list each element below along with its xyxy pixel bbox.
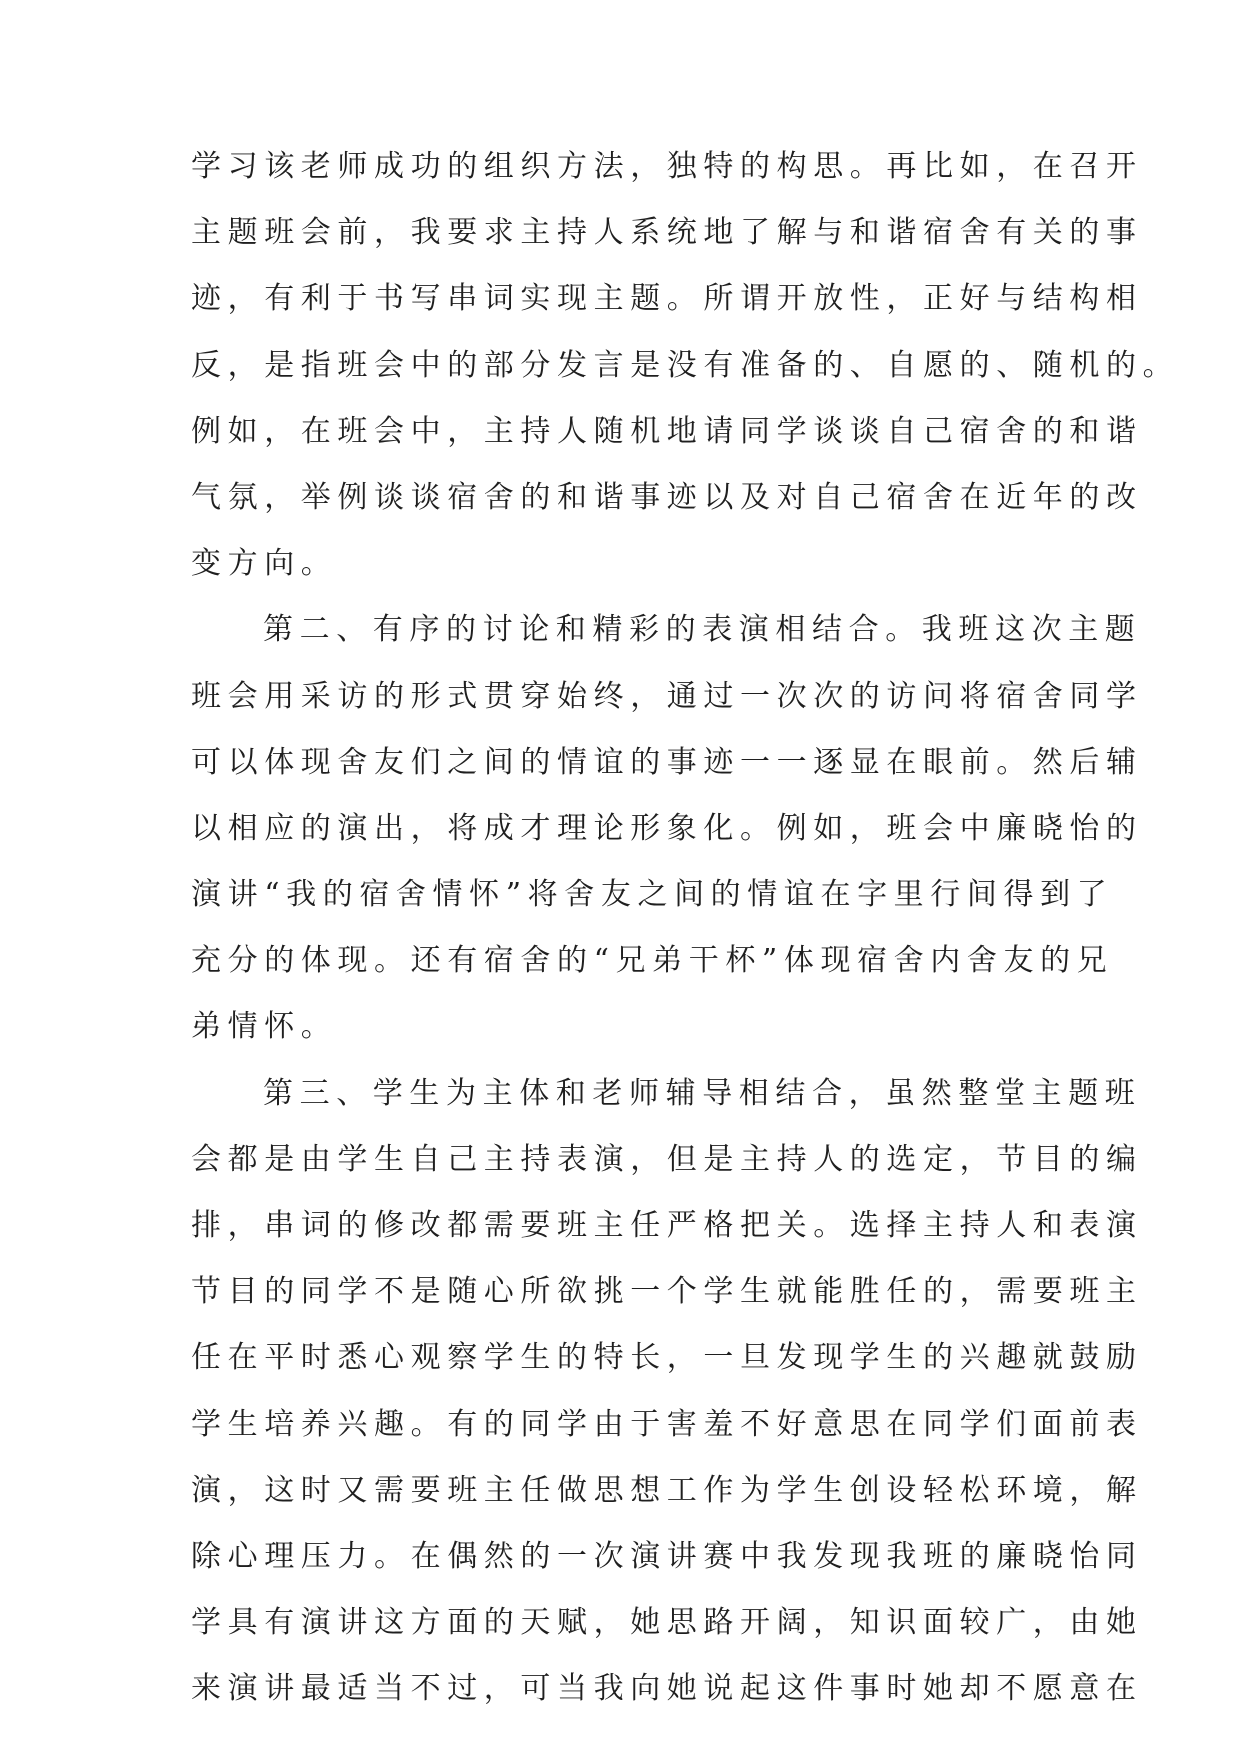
text-line: 学习该老师成功的组织方法，独特的构思。再比如，在召开 [191,149,1143,184]
text-line: 例如，在班会中，主持人随机地请同学谈谈自己宿舍的和谐 [191,413,1143,449]
text-line: 反，是指班会中的部分发言是没有准备的、自愿的、随机的。 [191,347,1180,383]
text-line: 会都是由学生自己主持表演，但是主持人的选定，节目的编 [191,1141,1143,1177]
body-text [191,134,1180,1723]
text-line: 气氛，举例谈谈宿舍的和谐事迹以及对自己宿舍在近年的改 [191,479,1143,515]
text-line: 排，串词的修改都需要班主任严格把关。选择主持人和表演 [191,1208,1143,1243]
text-line: 充分的体现。还有宿舍的“兄弟干杯”体现宿舍内舍友的兄 [191,943,1114,979]
text-line: 任在平时悉心观察学生的特长，一旦发现学生的兴趣就鼓励 [191,1340,1143,1376]
text-line: 迹，有利于书写串词实现主题。所谓开放性，正好与结构相 [191,281,1143,317]
paragraph-start-line: 第三、学生为主体和老师辅导相结合，虽然整堂主题班 [263,1075,1142,1111]
text-line: 班会用采访的形式贯穿始终，通过一次次的访问将宿舍同学 [191,678,1143,714]
text-line: 变方向。 [191,546,338,582]
text-line: 弟情怀。 [191,1009,338,1045]
text-line: 演讲“我的宿舍情怀”将舍友之间的情谊在字里行间得到了 [191,877,1114,913]
text-line: 演，这时又需要班主任做思想工作为学生创设轻松环境，解 [191,1472,1143,1508]
text-line: 可以体现舍友们之间的情谊的事迹一一逐显在眼前。然后辅 [191,744,1143,780]
text-line: 来演讲最适当不过，可当我向她说起这件事时她却不愿意在 [191,1671,1143,1707]
text-line: 主题班会前，我要求主持人系统地了解与和谐宿舍有关的事 [191,215,1143,251]
text-line: 节目的同学不是随心所欲挑一个学生就能胜任的，需要班主 [191,1274,1143,1310]
text-line: 学具有演讲这方面的天赋，她思路开阔，知识面较广，由她 [191,1605,1143,1641]
text-line: 以相应的演出，将成才理论形象化。例如，班会中廉晓怡的 [191,810,1143,846]
paragraph-start-line: 第二、有序的讨论和精彩的表演相结合。我班这次主题 [263,612,1142,648]
text-line: 除心理压力。在偶然的一次演讲赛中我发现我班的廉晓怡同 [191,1538,1143,1574]
text-line: 学生培养兴趣。有的同学由于害羞不好意思在同学们面前表 [191,1406,1143,1442]
